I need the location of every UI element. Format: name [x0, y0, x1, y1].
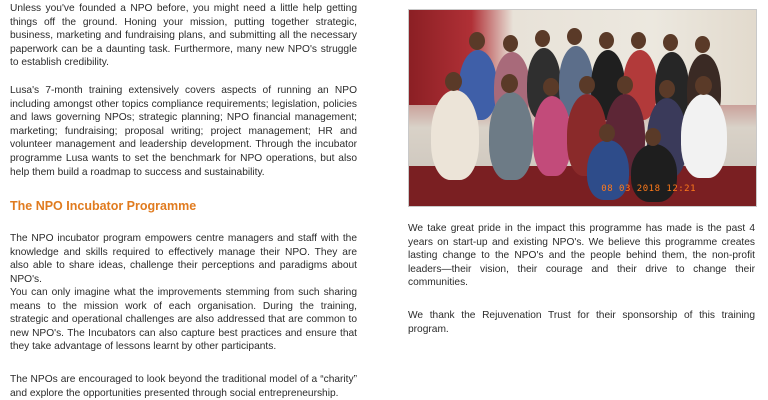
person-head [567, 28, 582, 45]
person-head [469, 32, 485, 50]
person-head [695, 76, 712, 95]
entrepreneurship-paragraph: The NPOs are encouraged to look beyond the traditional model of a “charity” and explore the opportunities presented through social entrepreneurship. [10, 374, 357, 399]
person-head [543, 78, 559, 96]
group-photo [408, 9, 757, 207]
person-head [599, 32, 614, 49]
person-head [445, 72, 462, 91]
incubator-paragraph: The NPO incubator program empowers centre managers and staff with the knowledge and skills required to effectively manage their NPO. They are also able to share ideas, challenge their perceptions and paradigms about NPO's. [10, 233, 357, 285]
impact-paragraph: We take great pride in the impact this programme has made is the past 4 years on start-up and existing NPO's. We believe this programme creates lasting change to the NPO's and the people behind them, the non-profit leaders—their vision, their courage and their drive to change their communities. [408, 223, 755, 289]
person-head [631, 32, 646, 49]
person-head [659, 80, 675, 98]
person-figure [681, 94, 727, 178]
person-head [579, 76, 595, 94]
person-head [599, 124, 615, 142]
training-paragraph: Lusa's 7-month training extensively covers aspects of running an NPO including amongst other topics compliance requirements; legislation, policies and laws governing NPOs; strategic planning; NPO financial management; marketing; fundraising; proposal writing; project management; HR and volunteer management and leadership development. Through the incubator programme Lusa wants to set the benchmark for NPO operations, but also help them build a roadmap to success and sustainability. [10, 85, 357, 178]
person-figure [489, 92, 533, 180]
person-head [503, 35, 518, 52]
person-head [501, 74, 518, 93]
intro-paragraph: Unless you've founded a NPO before, you might need a little help getting things off the ground. Honing your mission, putting together strategic, business, marketing and fundraising plans, and submitting all the necessary paperwork can be a daunting task. Furthermore, many new NPO's struggle to establish credibility. [10, 3, 357, 69]
improvements-paragraph: You can only imagine what the improvements stemming from such sharing means to the mission work of each organisation. During the training, strategic and operational challenges are also addressed that are common to new NPO's. The Incubators can also capture best practices and ensure that they take advantage of lessons learnt by other participants. [10, 287, 357, 353]
person-head [663, 34, 678, 51]
person-head [617, 76, 633, 94]
person-head [535, 30, 550, 47]
person-head [695, 36, 710, 53]
person-figure [533, 96, 571, 176]
person-head [645, 128, 661, 146]
thanks-paragraph: We thank the Rejuvenation Trust for their sponsorship of this training program. [408, 310, 755, 335]
photo-timestamp: 08 03 2018 12:21 [601, 184, 696, 194]
person-figure [431, 90, 479, 180]
section-heading: The NPO Incubator Programme [10, 199, 197, 213]
